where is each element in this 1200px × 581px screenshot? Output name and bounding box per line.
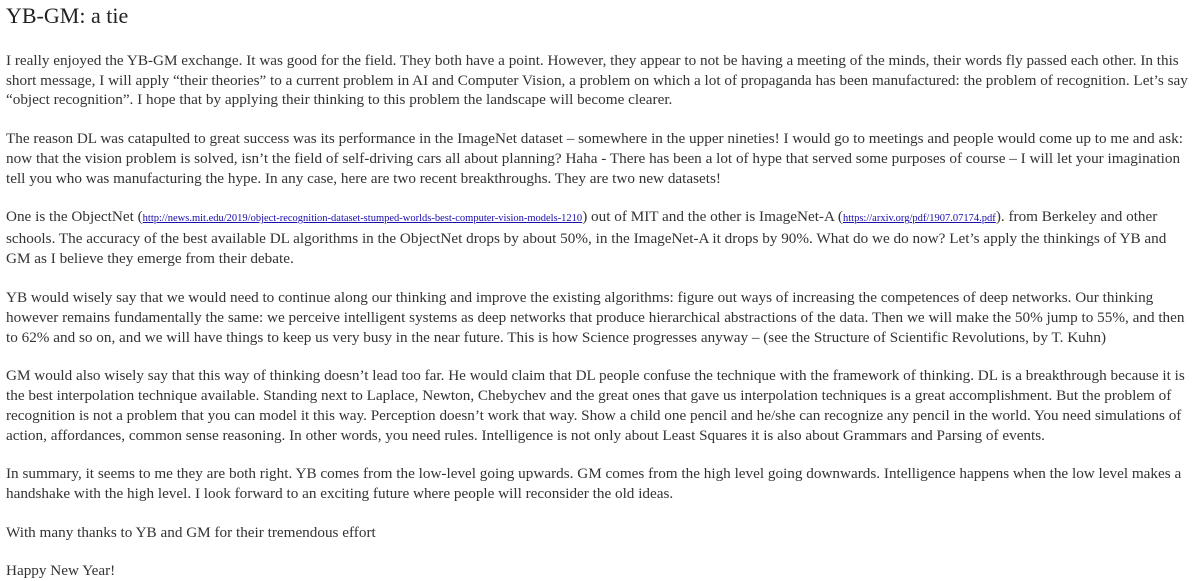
paragraph-imagenet: The reason DL was catapulted to great success was its performance in the ImageNet dataset – somewhere in the upper nineties! I would go to meetings and people would come up to me and ask: now that the vision problem is solved, isn’t the field of self-driving cars all about planning? Haha - There has been a lot of hype that served some purposes of course – I will let your imagination tell you who was manufacturing the hype. In any case, here are two recent breakthroughs. They are two new datasets!	[6, 130, 1183, 187]
paragraph-datasets	[6, 188, 1194, 268]
paragraph-gm: GM would also wisely say that this way of thinking doesn’t lead too far. He would claim that DL people confuse the technique with the framework of thinking. DL is a breakthrough because it is the best interpolation technique available. Standing next to Laplace, Newton, Chebychev and the great ones that gave us interpolation techniques is a great accomplishment. But the problem of recognition is not a problem that you can model it this way. Perception doesn’t work that way. Show a child one pencil and he/she can recognize any pencil in the world. You need simulations of action, affordances, common sense reasoning. In other words, you need rules. Intelligence is not only about Least Squares it is also about Grammars and Parsing of events.	[6, 367, 1185, 444]
datasets-text-start: One is the ObjectNet (	[6, 208, 143, 226]
paragraph-thanks: With many thanks to YB and GM for their tremendous effort	[6, 523, 376, 541]
datasets-text-end: ). from Berkeley and other schools. The accuracy of the best available DL algorithms in the ObjectNet drops by about 50%, in the ImageNet-A it drops by 90%. What do we do now? Let’s apply the thinkings of YB and GM as I believe they emerge from their debate.	[6, 208, 1167, 267]
datasets-text-middle: ) out of MIT and the other is ImageNet-A (	[582, 208, 843, 226]
paragraph-summary: In summary, it seems to me they are both right. YB comes from the low-level going upwards. GM comes from the high level going downwards. Intelligence happens when the low level makes a handshake with the high level. I look forward to an exciting future where people will reconsider the old ideas.	[6, 465, 1182, 502]
objectnet-link[interactable]: http://news.mit.edu/2019/object-recognition-dataset-stumped-worlds-best-computer-vision-models-1210	[142, 213, 583, 225]
paragraph-yb: YB would wisely say that we would need to continue along our thinking and improve the existing algorithms: figure out ways of increasing the competences of deep networks. Our thinking however remains fundamentally the same: we perceive intelligent systems as deep networks that produce hierarchical abstractions of the data. Then we will make the 50% jump to 55%, and then to 62% and so on, and we will have things to keep us very busy in the near future. This is how Science progresses anyway – (see the Structure of Scientific Revolutions, by T. Kuhn)	[6, 289, 1185, 346]
paragraph-intro: I really enjoyed the YB-GM exchange. It was good for the field. They both have a point. However, they appear to not be having a meeting of the minds, their words fly passed each other. In this short message, I will apply “their theories” to a current problem in AI and Computer Vision, a problem on which a lot of propaganda has been manufactured: the problem of recognition. Let’s say “object recognition”. I hope that by applying their thinking to this problem the landscape will become clearer.	[6, 52, 1188, 109]
imagenet-a-link[interactable]: https://arxiv.org/pdf/1907.07174.pdf	[842, 213, 996, 225]
paragraph-new-year: Happy New Year!	[6, 562, 116, 580]
page-title: YB-GM: a tie	[6, 3, 129, 28]
